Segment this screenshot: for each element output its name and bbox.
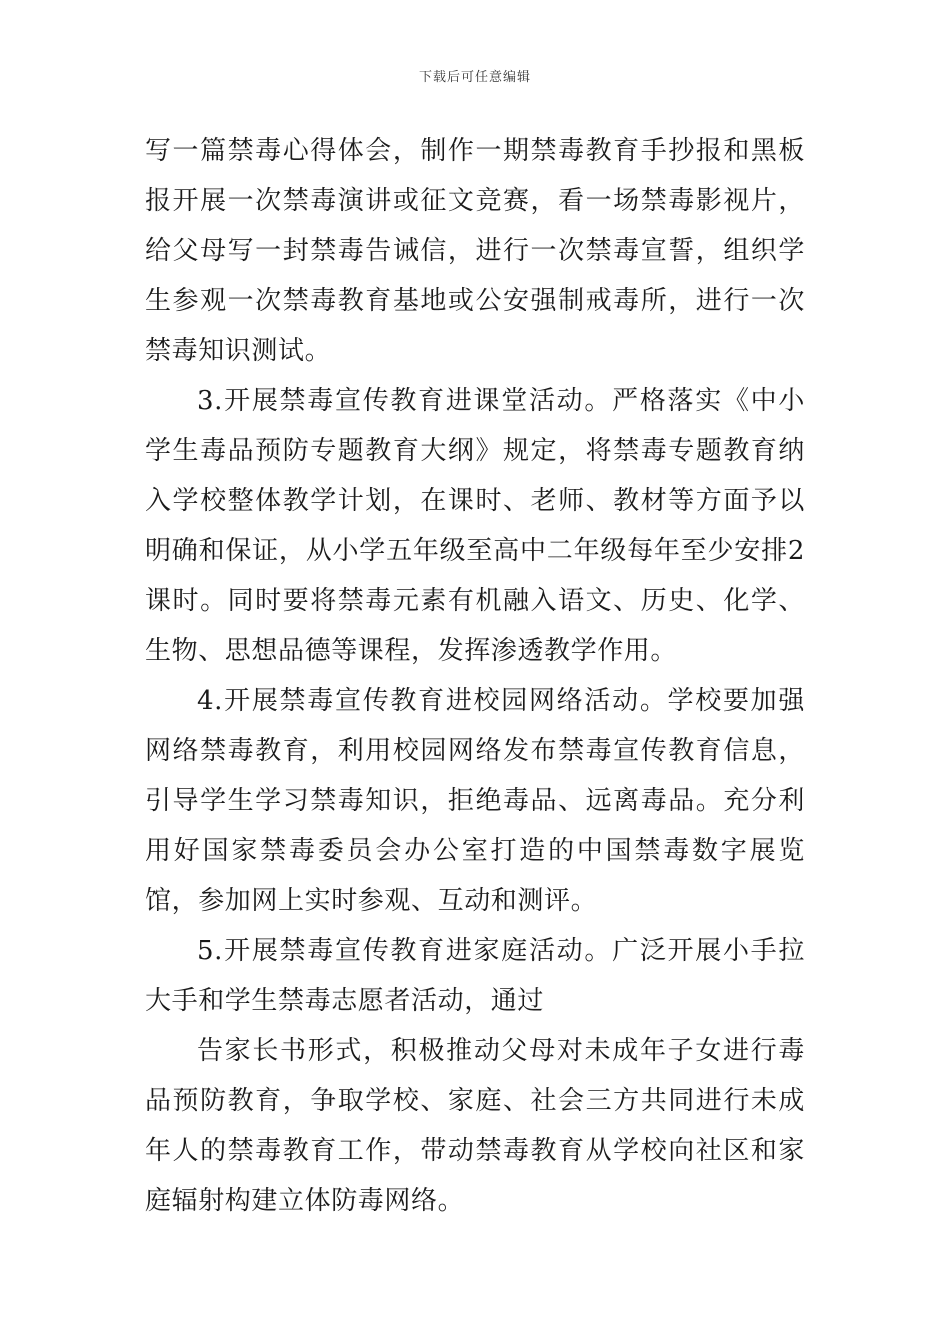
paragraph-item-5-family: 5.开展禁毒宣传教育进家庭活动。广泛开展小手拉大手和学生禁毒志愿者活动，通过	[145, 936, 805, 1016]
page-header-note: 下载后可任意编辑	[418, 70, 531, 85]
paragraph-parent-letter: 告家长书形式，积极推动父母对未成年子女进行毒品预防教育，争取学校、家庭、社会三方共同进行未成年人的禁毒教育工作，带动禁毒教育从学校向社区和家庭辐射构建立体防毒网络。	[145, 1036, 805, 1216]
paragraph-activities-list: 写一篇禁毒心得体会，制作一期禁毒教育手抄报和黑板报开展一次禁毒演讲或征文竞赛，看一场禁毒影视片，给父母写一封禁毒告诫信，进行一次禁毒宣誓，组织学生参观一次禁毒教育基地或公安强制戒毒所，进行一次禁毒知识测试。	[145, 136, 805, 366]
paragraph-item-4-campus-network: 4.开展禁毒宣传教育进校园网络活动。学校要加强网络禁毒教育，利用校园网络发布禁毒宣传教育信息，引导学生学习禁毒知识，拒绝毒品、远离毒品。充分利用好国家禁毒委员会办公室打造的中国禁毒数字展览馆，参加网上实时参观、互动和测评。	[145, 686, 805, 916]
document-body	[145, 126, 805, 1226]
paragraph-item-3-classroom: 3.开展禁毒宣传教育进课堂活动。严格落实《中小学生毒品预防专题教育大纲》规定，将禁毒专题教育纳入学校整体教学计划，在课时、老师、教材等方面予以明确和保证，从小学五年级至高中二年级每年至少安排2课时。同时要将禁毒元素有机融入语文、历史、化学、生物、思想品德等课程，发挥渗透教学作用。	[145, 386, 805, 666]
